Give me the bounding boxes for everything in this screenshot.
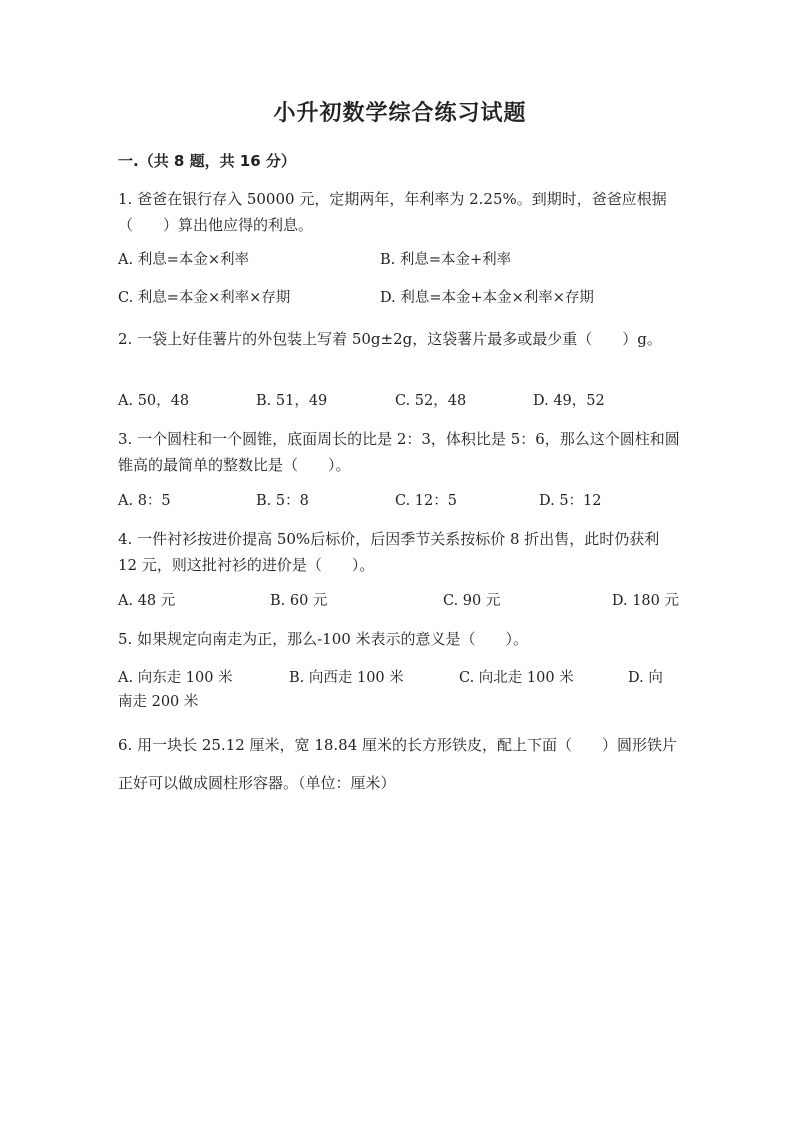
question-1-option-d: D. 利息=本金+本金×利率×存期: [380, 290, 594, 306]
question-4-stem: 4. 一件衬衫按进价提高 50%后标价，后因季节关系按标价 8 折出售，此时仍获利 12 元，则这批衬衫的进价是（ ）。: [118, 530, 660, 574]
question-1-option-a: A. 利息=本金×利率: [118, 252, 249, 268]
question-1-stem: 1. 爸爸在银行存入 50000 元，定期两年，年利率为 2.25%。到期时，爸爸应根据（ ）算出他应得的利息。: [118, 190, 667, 234]
question-5-option-c: C. 向北走 100 米: [459, 670, 574, 686]
question-1-options-row-2: [118, 286, 683, 312]
question-3-option-c: C. 12：5: [395, 493, 457, 509]
question-4-options: [118, 589, 683, 615]
question-1-option-c: C. 利息=本金×利率×存期: [118, 290, 291, 306]
question-5-options: [118, 666, 683, 716]
question-1-option-b: B. 利息=本金+利率: [380, 252, 512, 268]
question-2-option-c: C. 52，48: [395, 393, 467, 409]
question-3-option-a: A. 8：5: [118, 493, 171, 509]
question-3-option-d: D. 5：12: [539, 493, 602, 509]
question-5-option-a: A. 向东走 100 米: [118, 670, 233, 686]
question-2-option-b: B. 51，49: [256, 393, 328, 409]
question-5-option-b: B. 向西走 100 米: [289, 670, 404, 686]
question-4-option-d: D. 180 元: [611, 593, 679, 609]
question-2-options: [118, 389, 683, 415]
question-4-option-c: C. 90 元: [443, 593, 501, 609]
question-3-options: [118, 489, 683, 515]
section-heading: 一.（共 8 题，共 16 分）: [118, 152, 296, 170]
question-4-option-b: B. 60 元: [270, 593, 328, 609]
question-4-option-a: A. 48 元: [118, 593, 176, 609]
question-3-stem: 3. 一个圆柱和一个圆锥，底面周长的比是 2：3，体积比是 5：6，那么这个圆柱和圆锥高的最简单的整数比是（ ）。: [118, 430, 680, 474]
question-2-stem: 2. 一袋上好佳薯片的外包装上写着 50g±2g，这袋薯片最多或最少重（ ）g。: [118, 330, 662, 348]
question-3-option-b: B. 5：8: [256, 493, 309, 509]
question-1-options-row-1: [118, 248, 683, 274]
question-2-option-d: D. 49，52: [533, 393, 605, 409]
page-title: 小升初数学综合练习试题: [273, 101, 527, 126]
question-2-option-a: A. 50，48: [118, 393, 190, 409]
question-5-option-d: D. 向南走 200 米: [118, 670, 663, 710]
question-5-stem: 5. 如果规定向南走为正，那么-100 米表示的意义是（ ）。: [118, 630, 529, 648]
question-6-stem: 6. 用一块长 25.12 厘米，宽 18.84 厘米的长方形铁皮，配上下面（ ）圆形铁片正好可以做成圆柱形容器。（单位：厘米）: [118, 736, 678, 792]
